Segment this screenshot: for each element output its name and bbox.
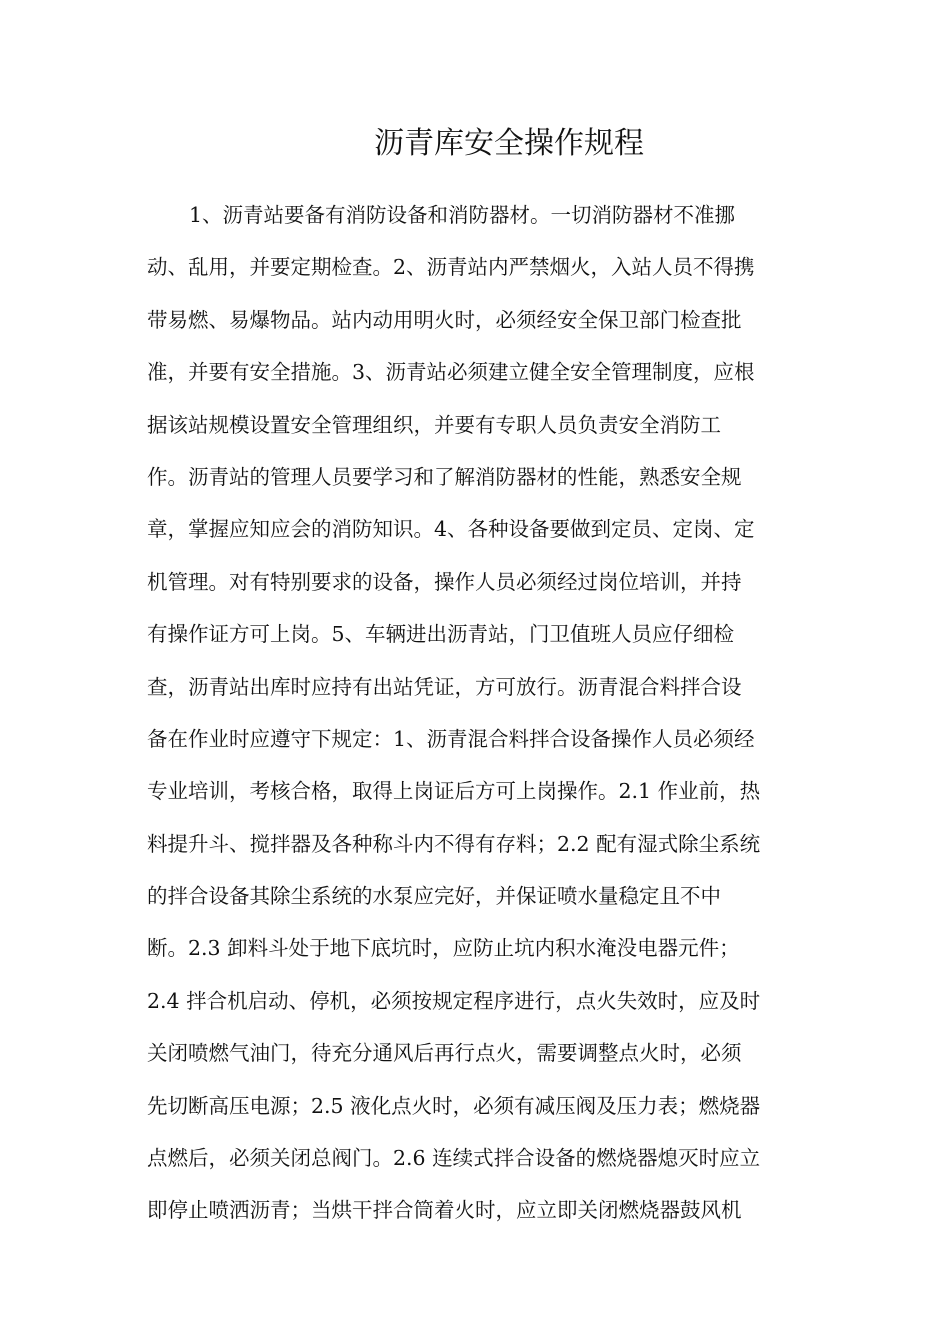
body-line: 2.4 拌合机启动、停机，必须按规定程序进行，点火失效时，应及时 bbox=[147, 988, 761, 1013]
body-line: 关闭喷燃气油门，待充分通风后再行点火，需要调整点火时，必须 bbox=[147, 1041, 742, 1066]
body-line: 断。2.3 卸料斗处于地下底坑时，应防止坑内积水淹没电器元件； bbox=[147, 936, 740, 961]
body-line: 章，掌握应知应会的消防知识。4、各种设备要做到定员、定岗、定 bbox=[147, 517, 755, 542]
body-line: 料提升斗、搅拌器及各种称斗内不得有存料；2.2 配有湿式除尘系统 bbox=[147, 831, 761, 856]
document-title: 沥青库安全操作规程 bbox=[374, 126, 644, 161]
body-line: 专业培训，考核合格，取得上岗证后方可上岗操作。2.1 作业前，热 bbox=[147, 779, 761, 804]
document-body bbox=[147, 196, 807, 1244]
body-line: 先切断高压电源；2.5 液化点火时，必须有减压阀及压力表；燃烧器 bbox=[147, 1093, 761, 1118]
body-line: 备在作业时应遵守下规定：1、沥青混合料拌合设备操作人员必须经 bbox=[147, 726, 755, 751]
body-line: 即停止喷洒沥青；当烘干拌合筒着火时，应立即关闭燃烧器鼓风机 bbox=[147, 1198, 742, 1223]
body-line: 点燃后，必须关闭总阀门。2.6 连续式拌合设备的燃烧器熄灭时应立 bbox=[147, 1146, 761, 1171]
body-line: 的拌合设备其除尘系统的水泵应完好，并保证喷水量稳定且不中 bbox=[147, 884, 721, 909]
body-line: 1、沥青站要备有消防设备和消防器材。一切消防器材不准挪 bbox=[189, 203, 736, 227]
body-line: 查，沥青站出库时应持有出站凭证，方可放行。沥青混合料拌合设 bbox=[147, 674, 742, 699]
body-line: 有操作证方可上岗。5、车辆进出沥青站，门卫值班人员应仔细检 bbox=[147, 622, 735, 647]
body-line: 据该站规模设置安全管理组织，并要有专职人员负责安全消防工 bbox=[147, 412, 721, 437]
body-line: 带易燃、易爆物品。站内动用明火时，必须经安全保卫部门检查批 bbox=[147, 307, 742, 332]
body-line: 机管理。对有特别要求的设备，操作人员必须经过岗位培训，并持 bbox=[147, 569, 742, 594]
body-line: 动、乱用，并要定期检查。2、沥青站内严禁烟火，入站人员不得携 bbox=[147, 255, 755, 280]
body-line: 作。沥青站的管理人员要学习和了解消防器材的性能，熟悉安全规 bbox=[147, 464, 742, 489]
body-line: 准，并要有安全措施。3、沥青站必须建立健全安全管理制度，应根 bbox=[147, 360, 755, 385]
